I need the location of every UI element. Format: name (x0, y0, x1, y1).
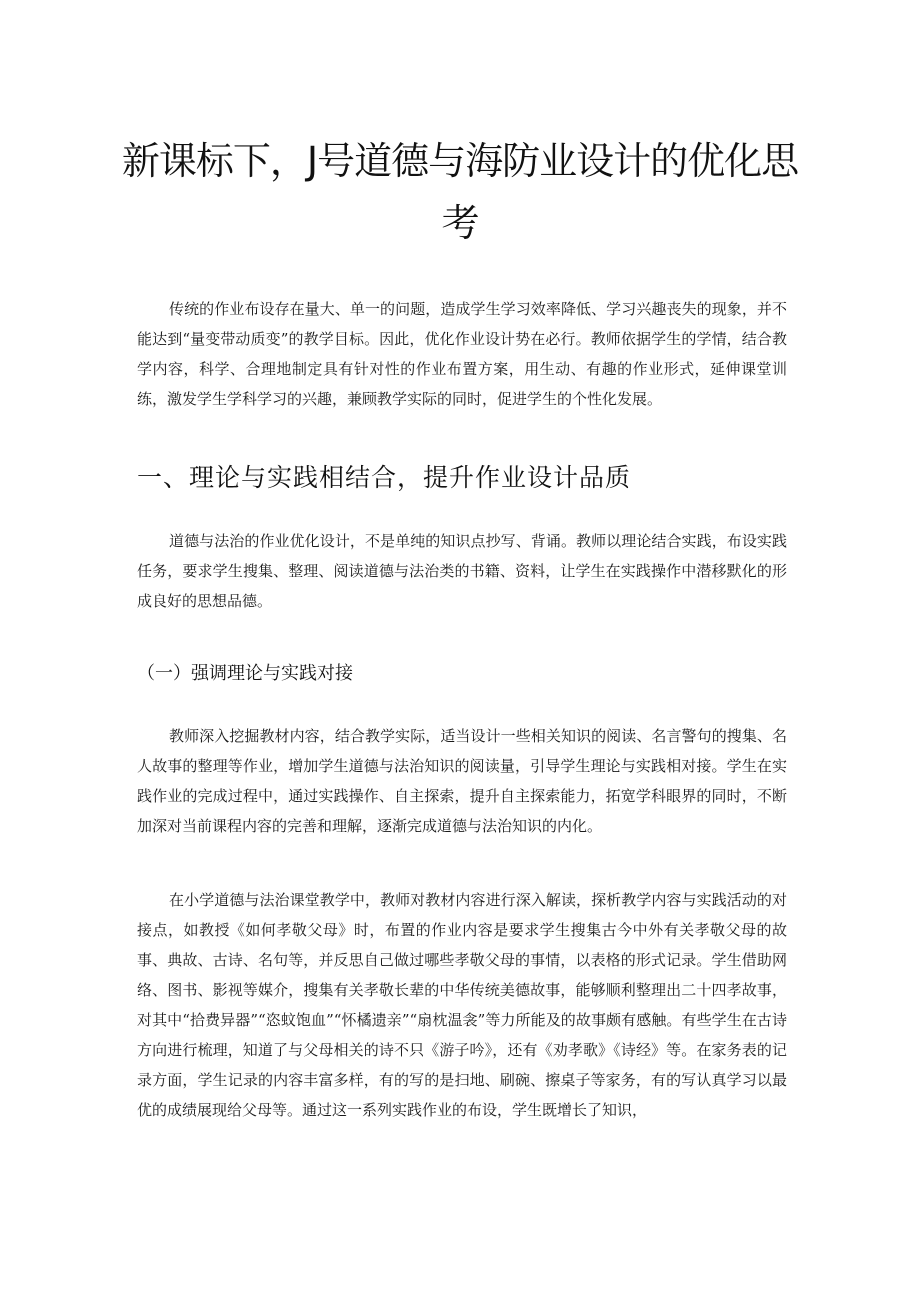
subsection-heading-1: （一）强调理论与实践对接 (137, 663, 353, 684)
section1-paragraph: 道德与法治的作业优化设计，不是单纯的知识点抄写、背诵。教师以理论结合实践，布设实践任务，要求学生搜集、整理、阅读道德与法治类的书籍、资料，让学生在实践操作中潜移默化的形成良好的思想品德。 (137, 532, 787, 610)
document-title-line2: 考 (441, 201, 479, 245)
document-title-line1: 新课标下，J号道德与海防业设计的优化思 (121, 139, 799, 183)
section-heading-1: 一、理论与实践相结合，提升作业设计品质 (137, 463, 632, 492)
subsection1-paragraph-2: 在小学道德与法治课堂教学中，教师对教材内容进行深入解读，探析教学内容与实践活动的对接点，如教授《如何孝敬父母》时，布置的作业内容是要求学生搜集古今中外有关孝敬父母的故事、典故、古诗、名句等，并反思自己做过哪些孝敬父母的事情，以表格的形式记录。学生借助网络、图书、影视等媒介，搜集有关孝敬长辈的中华传统美德故事，能够顺利整理出二十四孝故事，对其中“拾费异器”“恣蚊饱血”“怀橘遗亲”“扇枕温衾”等力所能及的故事颇有感触。有些学生在古诗方向进行梳理，知道了与父母相关的诗不只《游子吟》，还有《劝孝歌》《诗经》等。在家务表的记录方面，学生记录的内容丰富多样，有的写的是扫地、刷碗、擦桌子等家务，有的写认真学习以最优的成绩展现给父母等。通过这一系列实践作业的布设，学生既增长了知识， (137, 891, 787, 1119)
subsection1-paragraph-1: 教师深入挖掘教材内容，结合教学实际，适当设计一些相关知识的阅读、名言警句的搜集、名人故事的整理等作业，增加学生道德与法治知识的阅读量，引导学生理论与实践相对接。学生在实践作业的完成过程中，通过实践操作、自主探索，提升自主探索能力，拓宽学科眼界的同时，不断加深对当前课程内容的完善和理解，逐渐完成道德与法治知识的内化。 (137, 727, 787, 835)
intro-paragraph: 传统的作业布设存在量大、单一的问题，造成学生学习效率降低、学习兴趣丧失的现象，并不能达到“量变带动质变”的教学目标。因此，优化作业设计势在必行。教师依据学生的学情，结合教学内容，科学、合理地制定具有针对性的作业布置方案，用生动、有趣的作业形式，延伸课堂训练，激发学生学科学习的兴趣，兼顾教学实际的同时，促进学生的个性化发展。 (137, 300, 787, 408)
